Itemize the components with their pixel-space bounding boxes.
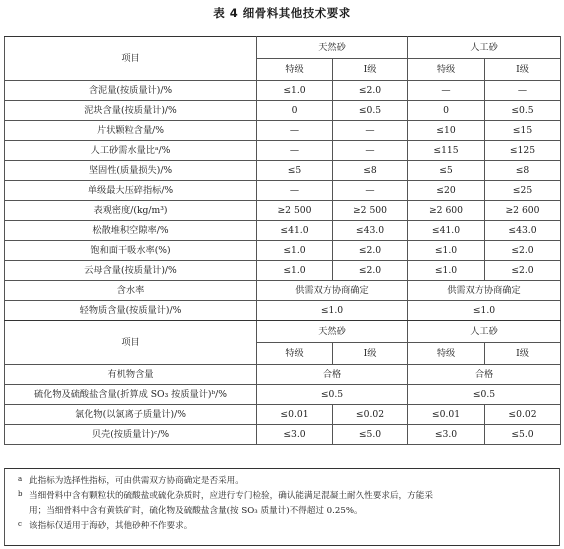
table-row [5, 161, 561, 181]
table-title: 表 4 细骨料其他技术要求 [213, 6, 351, 20]
table-notes [4, 468, 560, 546]
row-label: 氯化物(以氯离子质量计)/% [5, 405, 257, 425]
table-row [5, 241, 561, 261]
note-c [18, 519, 549, 534]
cell-value: ≤43.0 [485, 221, 561, 241]
cell-value: ≤0.5 [408, 385, 561, 405]
cell-value: ≥2 600 [408, 201, 485, 221]
row-label: 表观密度/(kg/m³) [5, 201, 257, 221]
cell-value: ≥2 600 [485, 201, 561, 221]
cell-value: ≤5.0 [485, 425, 561, 445]
cell-value: ≤0.02 [333, 405, 408, 425]
table-row [5, 141, 561, 161]
cell-value: ≤2.0 [333, 241, 408, 261]
cell-value: ≥2 500 [257, 201, 333, 221]
note-c-text: 该指标仅适用于海砂，其他砂种不作要求。 [29, 521, 193, 531]
row-label: 饱和面干吸水率(%) [5, 241, 257, 261]
cell-value: — [485, 81, 561, 101]
cell-value: 供需双方协商确定 [408, 281, 561, 301]
cell-value: ≤15 [485, 121, 561, 141]
note-b-text-line1: 当细骨料中含有颗粒状的硫酸盐或硫化杂质时，应进行专门检验，确认能满足混凝土耐久性要求后，方能采 [29, 491, 433, 501]
note-a-text: 此指标为选择性指标，可由供需双方协商确定是否采用。 [29, 476, 244, 486]
cell-value: ≤8 [333, 161, 408, 181]
cell-value: ≤0.02 [485, 405, 561, 425]
table-row [5, 121, 561, 141]
cell-value: ≤20 [408, 181, 485, 201]
table-row-water-content [5, 281, 561, 301]
header-artificial-grade1: Ⅰ级 [485, 59, 561, 81]
table-row [5, 201, 561, 221]
row-label: 片状颗粒含量/% [5, 121, 257, 141]
cell-value: ≤1.0 [257, 241, 333, 261]
fine-aggregate-requirements-table [4, 36, 561, 445]
cell-value: ≤43.0 [333, 221, 408, 241]
table-row [5, 101, 561, 121]
header2-natural-special: 特级 [257, 343, 333, 365]
cell-value: ≤5 [408, 161, 485, 181]
cell-value: — [257, 121, 333, 141]
row-label: 泥块含量(按质量计)/% [5, 101, 257, 121]
cell-value: — [333, 181, 408, 201]
cell-value: — [257, 181, 333, 201]
cell-value: 0 [408, 101, 485, 121]
header2-natural-grade1: Ⅰ级 [333, 343, 408, 365]
note-b [18, 489, 549, 519]
note-a [18, 474, 549, 489]
row-label: 坚固性(质量损失)/% [5, 161, 257, 181]
table-row [5, 81, 561, 101]
cell-value: ≤115 [408, 141, 485, 161]
header-artificial-special: 特级 [408, 59, 485, 81]
header-item: 项目 [5, 37, 257, 81]
header-artificial-sand: 人工砂 [408, 37, 561, 59]
header-natural-grade1: Ⅰ级 [333, 59, 408, 81]
table-row [5, 221, 561, 241]
note-b-mark: b [18, 490, 23, 498]
header2-artificial-grade1: Ⅰ级 [485, 343, 561, 365]
table-row [5, 261, 561, 281]
table-row-organic [5, 365, 561, 385]
cell-value: 供需双方协商确定 [257, 281, 408, 301]
cell-value: ≤5 [257, 161, 333, 181]
row-label: 云母含量(按质量计)/% [5, 261, 257, 281]
cell-value: ≤1.0 [408, 261, 485, 281]
header-natural-sand: 天然砂 [257, 37, 408, 59]
cell-value: ≤1.0 [408, 241, 485, 261]
cell-value: 合格 [408, 365, 561, 385]
cell-value: ≤1.0 [257, 261, 333, 281]
header2-natural-sand: 天然砂 [257, 321, 408, 343]
cell-value: ≥2 500 [333, 201, 408, 221]
cell-value: ≤2.0 [333, 81, 408, 101]
table-row-light-matter [5, 301, 561, 321]
row-label: 贝壳(按质量计)ᶜ/% [5, 425, 257, 445]
cell-value: — [257, 141, 333, 161]
cell-value: — [333, 141, 408, 161]
cell-value: ≤41.0 [257, 221, 333, 241]
row-label: 含水率 [5, 281, 257, 301]
row-label: 硫化物及硫酸盐含量(折算成 SO₃ 按质量计)ᵇ/% [5, 385, 257, 405]
cell-value: ≤1.0 [257, 81, 333, 101]
cell-value: ≤2.0 [485, 241, 561, 261]
cell-value: ≤10 [408, 121, 485, 141]
cell-value: ≤5.0 [333, 425, 408, 445]
cell-value: ≤1.0 [257, 301, 408, 321]
cell-value: ≤125 [485, 141, 561, 161]
cell-value: ≤2.0 [333, 261, 408, 281]
header2-artificial-sand: 人工砂 [408, 321, 561, 343]
cell-value: ≤3.0 [257, 425, 333, 445]
cell-value: — [408, 81, 485, 101]
row-label: 轻物质含量(按质量计)/% [5, 301, 257, 321]
note-b-text-line2: 用；当细骨料中含有黄铁矿时，硫化物及硫酸盐含量(按 SO₃ 质量计)不得超过 0.25%。 [29, 506, 363, 516]
cell-value: — [333, 121, 408, 141]
cell-value: ≤0.5 [333, 101, 408, 121]
cell-value: ≤2.0 [485, 261, 561, 281]
row-label: 松散堆积空隙率/% [5, 221, 257, 241]
table-row-sulfide [5, 385, 561, 405]
cell-value: ≤1.0 [408, 301, 561, 321]
note-c-mark: c [18, 520, 22, 528]
table-row [5, 405, 561, 425]
cell-value: ≤0.01 [408, 405, 485, 425]
table-row [5, 181, 561, 201]
row-label: 人工砂需水量比ᵃ/% [5, 141, 257, 161]
row-label: 含泥量(按质量计)/% [5, 81, 257, 101]
cell-value: ≤25 [485, 181, 561, 201]
header2-item: 项目 [5, 321, 257, 365]
header2-artificial-special: 特级 [408, 343, 485, 365]
cell-value: ≤0.5 [485, 101, 561, 121]
row-label: 单级最大压碎指标/% [5, 181, 257, 201]
cell-value: 合格 [257, 365, 408, 385]
note-a-mark: a [18, 475, 23, 483]
cell-value: ≤8 [485, 161, 561, 181]
table-row [5, 425, 561, 445]
cell-value: 0 [257, 101, 333, 121]
header-natural-special: 特级 [257, 59, 333, 81]
cell-value: ≤3.0 [408, 425, 485, 445]
cell-value: ≤41.0 [408, 221, 485, 241]
cell-value: ≤0.5 [257, 385, 408, 405]
cell-value: ≤0.01 [257, 405, 333, 425]
row-label: 有机物含量 [5, 365, 257, 385]
